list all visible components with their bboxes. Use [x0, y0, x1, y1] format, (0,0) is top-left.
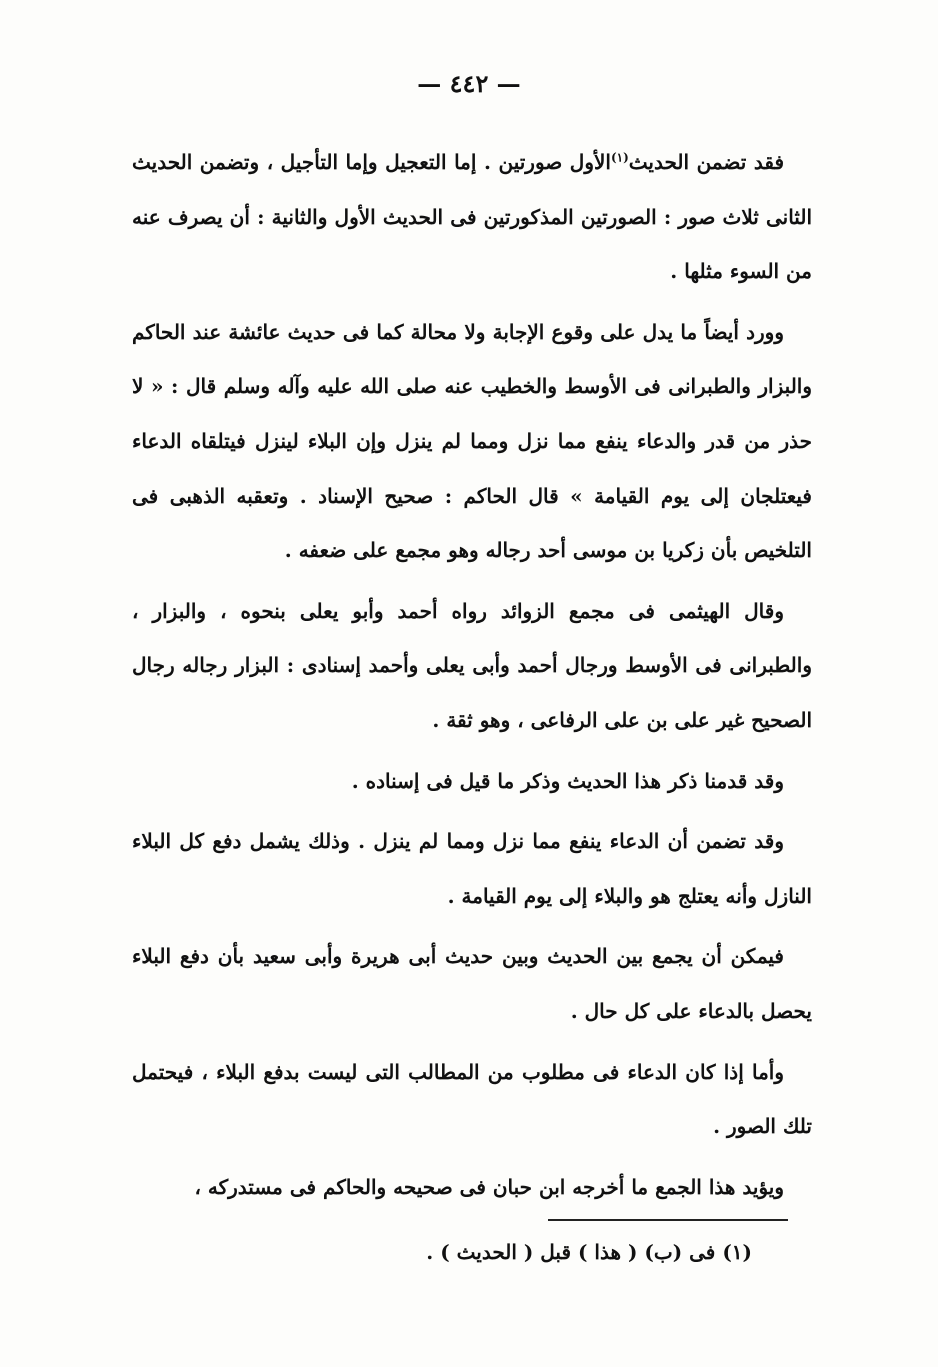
body-text — [132, 135, 812, 1220]
paragraph-2: وورد أيضاً ما يدل على وقوع الإجابة ولا محالة كما فى حديث عائشة عند الحاكم والبزار والطبرانى فى الأوسط والخطيب عنه صلى الله عليه وآله وسلم قال : « لا حذر من قدر والدعاء ينفع مما نزل ومما لم ينزل وإن البلاء لينزل فيتلقاه الدعاء فيعتلجان إلى يوم القيامة » قال الحاكم : صحيح الإسناد . وتعقبه الذهبى فى التلخيص بأن زكريا بن موسى أحد رجاله وهو مجمع على ضعفه . — [132, 319, 812, 563]
paragraph-1 — [132, 135, 812, 299]
paragraph-7: وأما إذا كان الدعاء فى مطلوب من المطالب التى ليست بدفع البلاء ، فيحتمل تلك الصور . — [132, 1059, 812, 1139]
footnote-reference: (١) — [610, 150, 629, 165]
paragraph-1-text-end: الأول صورتين . إما التعجيل وإما التأجيل ، وتضمن الحديث الثانى ثلاث صور : الصورتين المذكورتين فى الحديث الأول والثانية : أن يصرف عنه من السوء مثلها . — [132, 150, 812, 284]
paragraph-6: فيمكن أن يجمع بين الحديث وبين حديث أبى هريرة وأبى سعيد بأن دفع البلاء يحصل بالدعاء على كل حال . — [132, 944, 812, 1023]
page-number: — ٤٤٢ — — [417, 69, 521, 98]
paragraph-3: وقال الهيثمى فى مجمع الزوائد رواه أحمد وأبو يعلى بنحوه ، والبزار ، والطبرانى فى الأوسط ورجال أحمد وأبى يعلى وأحمد إسنادى : البزار رجاله رجال الصحيح غير على بن على الرفاعى ، وهو ثقة . — [132, 598, 812, 732]
footnote-divider — [548, 1219, 788, 1221]
paragraph-8: ويؤيد هذا الجمع ما أخرجه ابن حبان فى صحيحه والحاكم فى مستدركه ، — [194, 1174, 784, 1199]
paragraph-4: وقد قدمنا ذكر هذا الحديث وذكر ما قيل فى إسناده . — [351, 768, 784, 793]
footnote: (١) فى (ب) ( هذا ) قبل ( الحديث ) . — [426, 1240, 752, 1264]
paragraph-1-text-start: فقد تضمن الحديث — [628, 150, 785, 174]
paragraph-5: وقد تضمن أن الدعاء ينفع مما نزل ومما لم ينزل . وذلك يشمل دفع كل البلاء النازل وأنه يعتلج هو والبلاء إلى يوم القيامة . — [132, 829, 812, 908]
